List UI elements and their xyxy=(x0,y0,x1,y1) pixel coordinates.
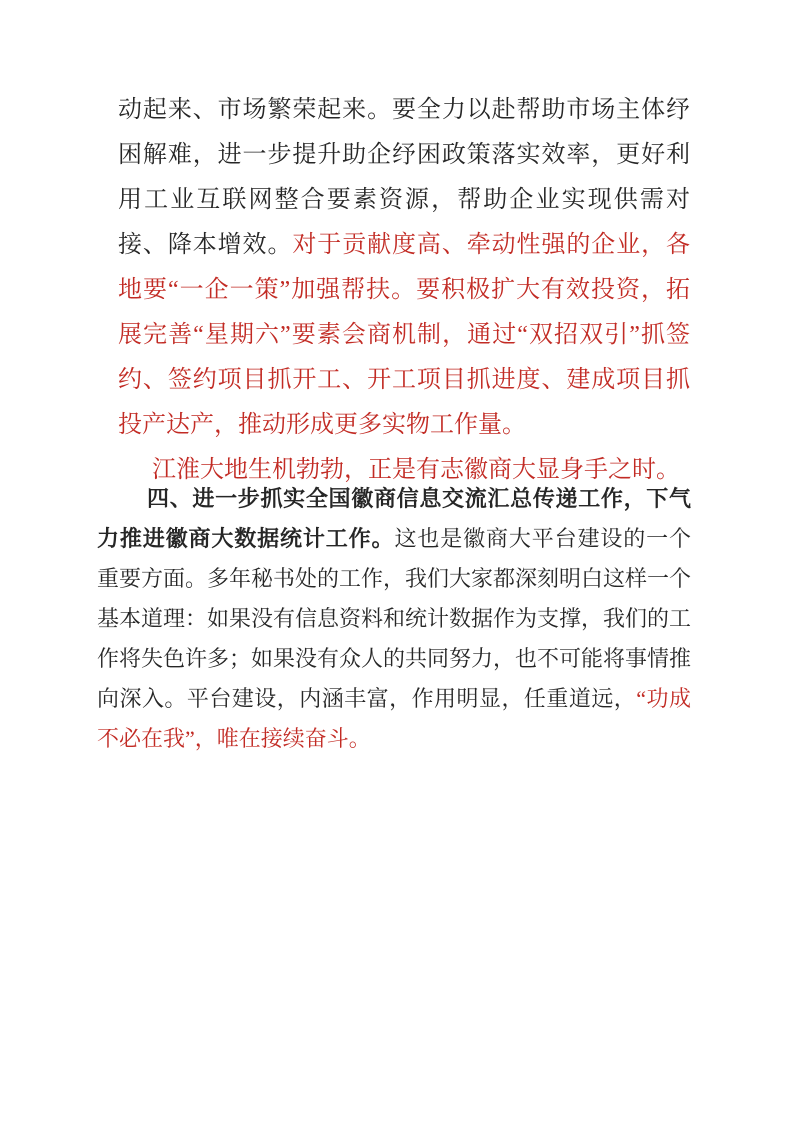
section-four-heading-run: 四、进一步抓实全国徽商信息交流汇总传递工作，下气力推进徽商大数据统计工作。 xyxy=(97,486,691,551)
paragraph-continuation-red-run: 对于贡献度高、牵动性强的企业，各地要“一企一策”加强帮扶。要积极扩大有效投资，拓展完善“星期六”要素会商机制，通过“双招双引”抓签约、签约项目抓开工、开工项目抓进度、建成项目抓投产达产，推动形成更多实物工作量。 xyxy=(118,232,691,438)
section-four-body-run: 这也是徽商大平台建设的一个重要方面。多年秘书处的工作，我们大家都深刻明白这样一个基本道理：如果没有信息资料和统计数据作为支撑，我们的工作将失色许多；如果没有众人的共同努力，也不可能将事情推向深入。平台建设，内涵丰富，作用明显，任重道远， xyxy=(97,526,692,711)
paragraph-continuation-black-run: 动起来、市场繁荣起来。要全力以赴帮助市场主体纾困解难，进一步提升助企纾困政策落实效率，更好利用工业互联网整合要素资源，帮助企业实现供需对接、降本增效。 xyxy=(118,97,690,258)
lower-text-column xyxy=(97,479,691,759)
paragraph-section-four xyxy=(97,479,691,759)
section-four-red-quote-run: “功成不必在我”，唯在接续奋斗。 xyxy=(97,686,691,751)
red-slogan-line: 江淮大地生机勃勃，正是有志徽商大显身手之时。 xyxy=(152,457,680,483)
upper-text-column xyxy=(118,88,690,493)
paragraph-continuation xyxy=(118,88,690,448)
